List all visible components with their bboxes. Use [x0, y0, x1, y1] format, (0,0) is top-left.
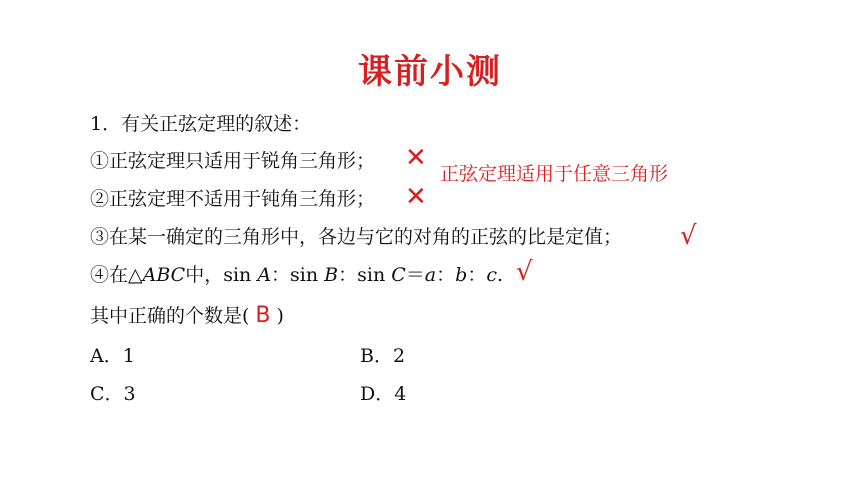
statement-2: ②正弦定理不适用于钝角三角形；: [90, 188, 376, 210]
answer-prompt: 其中正确的个数是( B ): [90, 303, 284, 328]
answer-value: B: [255, 303, 271, 328]
option-a: A．1: [90, 345, 135, 367]
statement-3: ③在某一确定的三角形中，各边与它的对角的正弦的比是定值；: [90, 226, 623, 248]
question-stem: 1．有关正弦定理的叙述：: [90, 113, 312, 135]
cross-mark-icon: ✕: [405, 182, 427, 212]
check-mark-icon: √: [680, 221, 697, 251]
option-d: D．4: [360, 383, 407, 405]
option-b: B．2: [360, 345, 406, 367]
option-c: C．3: [90, 383, 136, 405]
page-title: 课前小测: [358, 52, 502, 92]
annotation-note: 正弦定理适用于任意三角形: [440, 163, 669, 185]
statement-1: ①正弦定理只适用于锐角三角形；: [90, 150, 376, 172]
check-mark-icon: √: [516, 257, 533, 287]
statement-4: ④在△ABC中，sin A：sin B：sin C＝a：b：c.: [90, 264, 504, 286]
cross-mark-icon: ✕: [405, 143, 427, 173]
